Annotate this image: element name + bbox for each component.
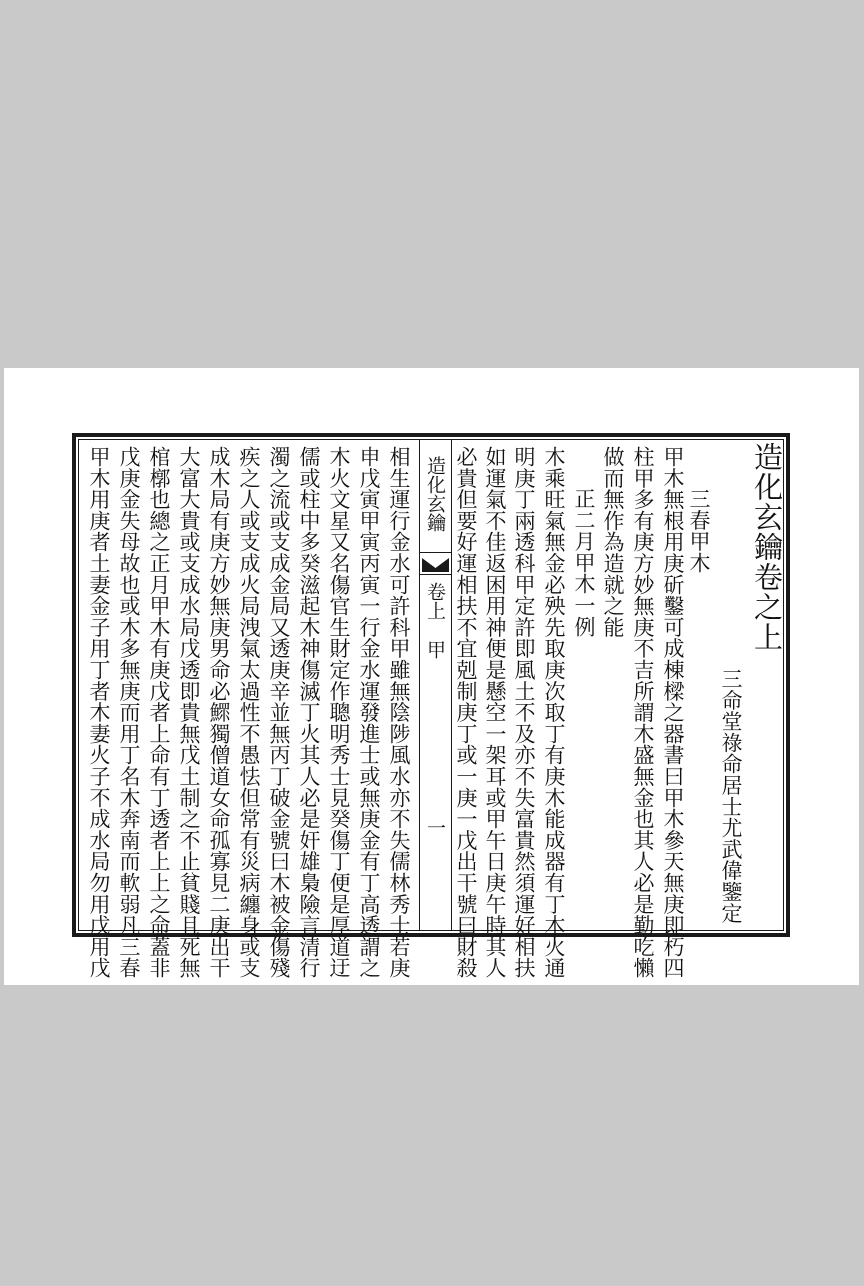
text-column: 儒或柱中多癸滋起木神傷滅丁火其人必是奸雄梟險言清行: [297, 446, 321, 979]
text-column: 如運氣不佳返困用神便是懸空一架耳或甲午日庚午時其人: [483, 446, 507, 979]
text-column: 做而無作為造就之能: [601, 446, 625, 638]
text-column: 甲木用庚者土妻金子用丁者木妻火子不成水局勿用戊用戊: [87, 446, 111, 979]
fish-tail-mark-icon: [422, 558, 449, 572]
text-column: 大富大貴或支成水局戊透即貴無戊土制之不止貧賤且死無: [177, 446, 201, 979]
author-line: 三命堂祿命居士尤武偉鑒定: [719, 668, 743, 924]
text-column: 必貴但要好運相扶不宜剋制庚丁或一庚一戊出干號曰財殺: [454, 446, 478, 979]
strip-section: 甲: [424, 640, 446, 659]
strip-volume: 卷上: [424, 582, 446, 620]
text-column: 明庚丁兩透科甲定許即風土不及亦不失富貴然須運好相扶: [512, 446, 536, 979]
book-title: 造化玄鑰卷之上: [750, 442, 784, 652]
text-column: 申戊寅甲寅丙寅一行金水運發進士或無庚金有丁高透謂之: [357, 446, 381, 979]
text-column: 疾之人或支成火局洩氣太過性不愚怯但常有災病纏身或支: [237, 446, 261, 979]
text-column: 成木局有庚方妙無庚男命必鰥獨僧道女命孤寡見二庚出干: [207, 446, 231, 979]
page-number: 一: [424, 818, 446, 837]
text-column: 木火文星又名傷官生財定作聰明秀士見癸傷丁便是厚道迂: [327, 446, 351, 979]
text-column: 木乘旺氣無金必殃先取庚次取丁有庚木能成器有丁木火通: [542, 446, 566, 979]
strip-divider: [419, 574, 452, 575]
text-column: 濁之流或支成金局又透庚辛並無丙丁破金號曰木被金傷殘: [267, 446, 291, 979]
sub-heading: 正二月甲木一例: [572, 488, 596, 638]
text-column: 棺槨也總之正月甲木有庚戊者上命有丁透者上上之命蓋非: [147, 446, 171, 979]
strip-book-name: 造化玄鑰: [424, 456, 446, 532]
text-column: 戊庚金失母故也或木多無庚而用丁名木奔南而軟弱凡三春: [117, 446, 141, 979]
section-heading: 三春甲木: [687, 488, 711, 574]
text-column: 甲木無根用庚斫鑿可成棟樑之器書曰甲木參天無庚即朽四: [661, 446, 685, 979]
strip-divider: [419, 552, 452, 553]
text-column: 柱甲多有庚方妙無庚不吉所謂木盛無金也其人必是勤吃懶: [631, 446, 655, 979]
text-column: 相生運行金水可許科甲雖無陰陟風水亦不失儒林秀士若庚: [387, 446, 411, 979]
